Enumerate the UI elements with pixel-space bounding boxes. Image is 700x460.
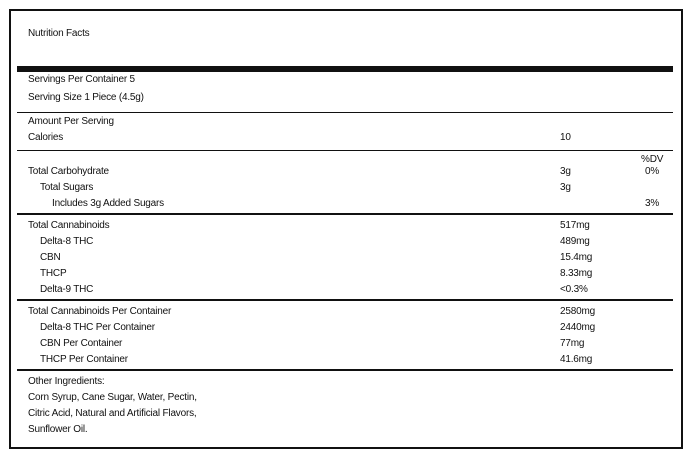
label-title: Nutrition Facts: [28, 28, 90, 39]
per-container-amount: 2440mg: [560, 322, 595, 333]
nutrient-amount: 3g: [560, 166, 571, 177]
per-container-label: THCP Per Container: [40, 354, 128, 365]
nutrient-label: Total Sugars: [40, 182, 94, 193]
ingredients-line: Sunflower Oil.: [28, 424, 88, 435]
nutrient-label: Total Carbohydrate: [28, 166, 109, 177]
per-container-label: Delta-8 THC Per Container: [40, 322, 155, 333]
dv-header: %DV: [641, 154, 664, 165]
divider-thin: [17, 112, 673, 113]
cannabinoid-label: Delta-9 THC: [40, 284, 94, 295]
divider-thin: [17, 150, 673, 151]
calories-value: 10: [560, 132, 571, 143]
nutrient-label: Includes 3g Added Sugars: [52, 198, 164, 209]
cannabinoid-amount: 517mg: [560, 220, 590, 231]
nutrient-dv: 3%: [645, 198, 660, 209]
per-container-label: CBN Per Container: [40, 338, 123, 349]
cannabinoid-amount: 489mg: [560, 236, 590, 247]
per-container-label: Total Cannabinoids Per Container: [28, 306, 172, 317]
ingredients-line: Citric Acid, Natural and Artificial Flavors,: [28, 408, 197, 419]
servings-per-container: Servings Per Container 5: [28, 74, 135, 85]
calories-label: Calories: [28, 132, 64, 143]
ingredients-line: Corn Syrup, Cane Sugar, Water, Pectin,: [28, 392, 197, 403]
cannabinoid-amount: 15.4mg: [560, 252, 593, 263]
divider-medium: [17, 369, 673, 371]
per-container-amount: 41.6mg: [560, 354, 593, 365]
nutrient-amount: 3g: [560, 182, 571, 193]
divider-thick: [17, 66, 673, 72]
cannabinoid-label: THCP: [40, 268, 67, 279]
ingredients-heading: Other Ingredients:: [28, 376, 105, 387]
per-container-amount: 2580mg: [560, 306, 595, 317]
divider-medium: [17, 299, 673, 301]
cannabinoid-label: Total Cannabinoids: [28, 220, 110, 231]
amount-per-serving: Amount Per Serving: [28, 116, 114, 127]
cannabinoid-amount: <0.3%: [560, 284, 588, 295]
per-container-amount: 77mg: [560, 338, 585, 349]
cannabinoid-label: Delta-8 THC: [40, 236, 94, 247]
divider-medium: [17, 213, 673, 215]
cannabinoid-amount: 8.33mg: [560, 268, 593, 279]
nutrient-dv: 0%: [645, 166, 660, 177]
cannabinoid-label: CBN: [40, 252, 61, 263]
serving-size: Serving Size 1 Piece (4.5g): [28, 92, 144, 103]
